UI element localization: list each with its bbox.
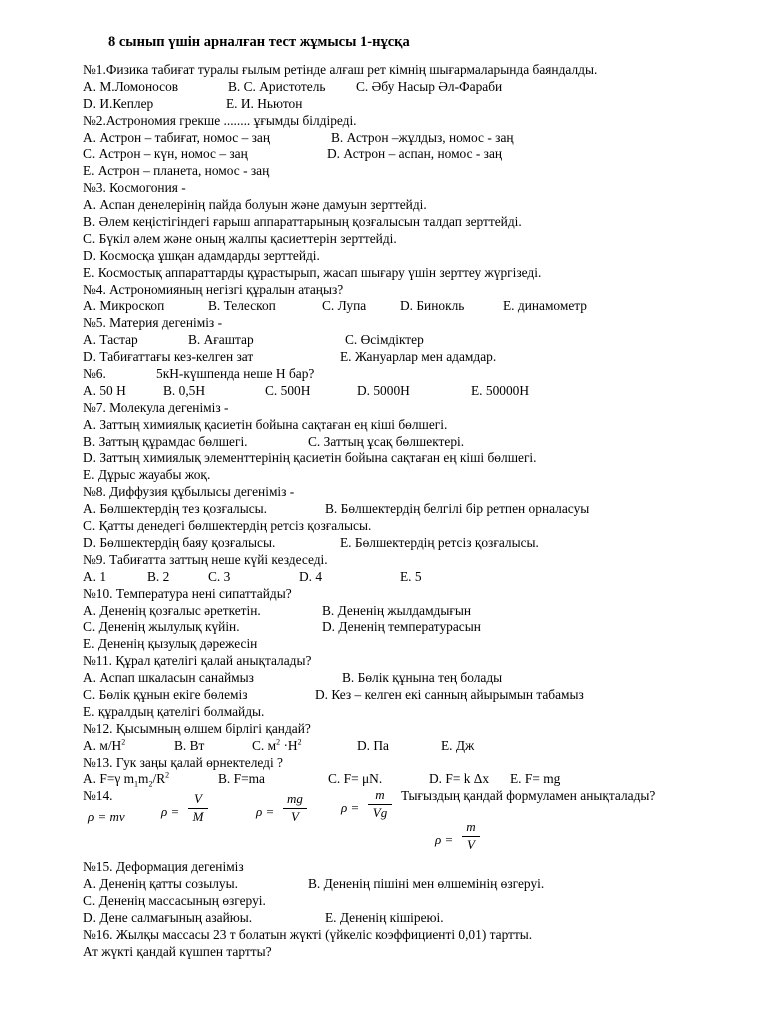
question-2-options-2 [83,146,723,163]
option-d: D. 5000H [357,382,410,398]
question-5-options [83,332,723,349]
question-1-text: №1.Физика табиғат туралы ғылым ретінде алғаш рет кімнің шығармаларында баяндалды. [83,62,598,77]
option-d: D. Па [357,737,389,753]
option-d: D. Астрон – аспан, номос - заң [327,146,503,162]
option-b: B. Вт [174,737,205,753]
option-b: B. Бөлік құнына тең болады [342,670,503,686]
option-b: B. Дененің жылдамдығын [322,602,472,618]
option-c: C. Заттың ұсақ бөлшектері. [308,433,465,449]
option-b: B. Ағаштар [188,332,254,348]
option-e: E. Дж [441,737,475,753]
option-b: B. Телескоп [208,298,276,314]
option-d: D. Бөлшектердің баяу қозғалысы. [83,534,276,550]
question-1-options-2 [83,96,723,113]
option-c: C. 3 [208,568,231,584]
question-12-options [83,738,723,755]
option-b: B. Бөлшектердің белгілі бір ретпен орналасуы [325,501,590,517]
option-c: C. Бөлік құнын екіге бөлеміз [83,686,248,702]
option-e: E. Астрон – планета, номос - заң [83,163,270,179]
option-c: C. $м^2 \cdot Н^2$ [252,737,302,753]
option-d: D. Дененің температурасын [322,619,481,635]
question-8-options [83,501,723,518]
option-e: E. F= mg [510,771,561,787]
option-a: A. Астрон – табиғат, номос – заң [83,129,271,145]
option-b: B. Дененің пішіні мен өлшемінің өзгеруі. [308,876,545,892]
formula-1: ρ = mv [88,809,125,825]
question-7-options [83,434,723,451]
question-2-options-3 [83,163,723,180]
option-c: C. 500H [265,382,311,398]
question-13-text: №13. Гук заңы қалай өрнектеледі ? [83,754,283,770]
question-6-text: №6. 5кН-күшпенда неше Н бар? [83,366,315,382]
question-6-options [83,383,723,400]
option-d: D. Заттың химиялық элементтерінің қасиетін бойына сақтаған ең кіші бөлшегі. [83,450,537,466]
option-d: D. 4 [299,568,323,584]
option-e: E. динамометр [503,298,588,314]
option-a: A. Аспан денелерінің пайда болуын және дамуын зерттейді. [83,197,427,213]
option-d: D. Табиғаттағы кез-келген зат [83,349,254,365]
question-9-text: №9. Табиғатта заттың неше күйі кездеседі. [83,551,328,567]
option-a: A. Заттың химиялық қасиетін бойына сақтаған ең кіші бөлшегі. [83,416,448,432]
question-13-options [83,771,723,788]
option-a: A. Тастар [83,332,138,348]
question-15-text: №15. Деформация дегеніміз [83,859,244,875]
question-15-options [83,876,723,893]
question-3-text: №3. Космогония - [83,180,186,196]
option-c: C. Бүкіл әлем және оның жалпы қасиеттерін зерттейді. [83,230,397,246]
option-e: E. Жануарлар мен адамдар. [340,349,497,365]
question-16-text: №16. Жылқы массасы 23 т болатын жүкті (үйкеліс коэффициенті 0,01) тартты. [83,926,533,942]
question-12-text: №12. Қысымның өлшем бірлігі қандай? [83,720,311,736]
question-10-text: №10. Температура нені сипаттайды? [83,585,292,601]
option-b: B. Астрон –жұлдыз, номос - заң [331,129,514,145]
question-2-options [83,130,723,147]
question-5-text: №5. Материя дегеніміз - [83,315,223,331]
option-a: A. Аспап шкаласын санаймыз [83,670,254,686]
option-b: B. Заттың құрамдас бөлшегі. [83,433,248,449]
question-11-options [83,670,723,687]
option-a: A. Бөлшектердің тез қозғалысы. [83,501,267,517]
option-e: E. 5 [400,568,422,584]
option-e: E. құралдың қателігі болмайды. [83,703,265,719]
option-a: A. Дененің қозғалыс әреткетін. [83,602,261,618]
option-a: A. Дененің қатты созылуы. [83,876,238,892]
option-a: A. 1 [83,568,107,584]
question-14-header: №14. Тығыздың қандай формуламен анықталады? [83,788,656,804]
option-c: C. Өсімдіктер [345,332,424,348]
option-d: D. F= k Δx [429,771,490,787]
option-c: C. Дененің жылулық күйін. [83,619,240,635]
question-8-text: №8. Диффузия құбылысы дегеніміз - [83,484,295,500]
option-c: C. F= μN. [328,771,383,787]
option-a: A. $м/Н^2$ [83,737,126,753]
option-b: B. 0,5H [163,382,206,398]
question-16-text-2: Ат жүкті қандай күшпен тартты? [83,943,272,959]
question-7-text: №7. Молекула дегеніміз - [83,399,229,415]
option-a: A. Микроскоп [83,298,165,314]
option-a: A. 50 H [83,382,126,398]
question-15-options-2 [83,910,723,927]
option-b: B. Әлем кеңістігіндегі ғарыш аппараттарының қозғалысын талдап зерттейді. [83,214,522,230]
question-1-options [83,79,723,96]
option-e: E. Космостық аппараттарды құрастырып, жасап шығару үшін зерттеу жүргізеді. [83,264,542,280]
option-c: C. Астрон – күн, номос – заң [83,146,248,162]
option-e: E. И. Ньютон [226,95,303,111]
option-d: D. Дене салмағының азайюы. [83,909,253,925]
option-e: E. Дененің қызулық дәрежесін [83,636,258,652]
option-b: B. 2 [147,568,170,584]
question-4-text: №4. Астрономияның негізгі құралын атаңыз? [83,281,344,297]
question-14-formulas: ρ = mv ρ = V M ρ = mg V ρ = m Vg ρ = m V [83,805,723,859]
question-10-options [83,603,723,620]
option-d: D. И.Кеплер [83,95,154,111]
option-e: E. Бөлшектердің ретсіз қозғалысы. [340,534,539,550]
question-5-options-2 [83,349,723,366]
option-b: B. С. Аристотель [228,78,326,94]
option-d: D. Бинокль [400,298,465,314]
question-8-options-2 [83,535,723,552]
question-14-text: Тығыздың қандай формуламен анықталады? [401,788,656,804]
option-d: D. Кез – келген екі санның айырымын табамыз [315,686,584,702]
option-c: C. Қатты денедегі бөлшектердің ретсіз қозғалысы. [83,518,372,534]
question-11-options-2 [83,687,723,704]
option-a: A. F=γ $m_1m_2/R^2$ [83,770,170,790]
option-a: A. М.Ломоносов [83,78,179,94]
option-e: E. Дұрыс жауабы жоқ. [83,467,211,483]
question-list [83,62,723,961]
question-4-options [83,298,723,315]
option-e: E. Дененің кішіреюі. [325,909,444,925]
option-d: D. Космосқа ұшқан адамдарды зерттейді. [83,247,320,263]
option-e: E. 50000H [471,382,530,398]
question-10-options-2 [83,619,723,636]
question-11-text: №11. Құрал қателігі қалай анықталады? [83,653,312,669]
option-c: C. Лупа [322,298,367,314]
option-c: C. Дененің массасының өзгеруі. [83,892,266,908]
option-c: C. Әбу Насыр Әл-Фараби [356,78,503,94]
question-2-text: №2.Астрономия грекше ........ ұғымды білдіреді. [83,112,357,128]
question-9-options [83,569,723,586]
option-b: B. F=ma [218,771,265,787]
page-title: 8 сынып үшін арналған тест жұмысы 1-нұсқа [108,34,410,50]
